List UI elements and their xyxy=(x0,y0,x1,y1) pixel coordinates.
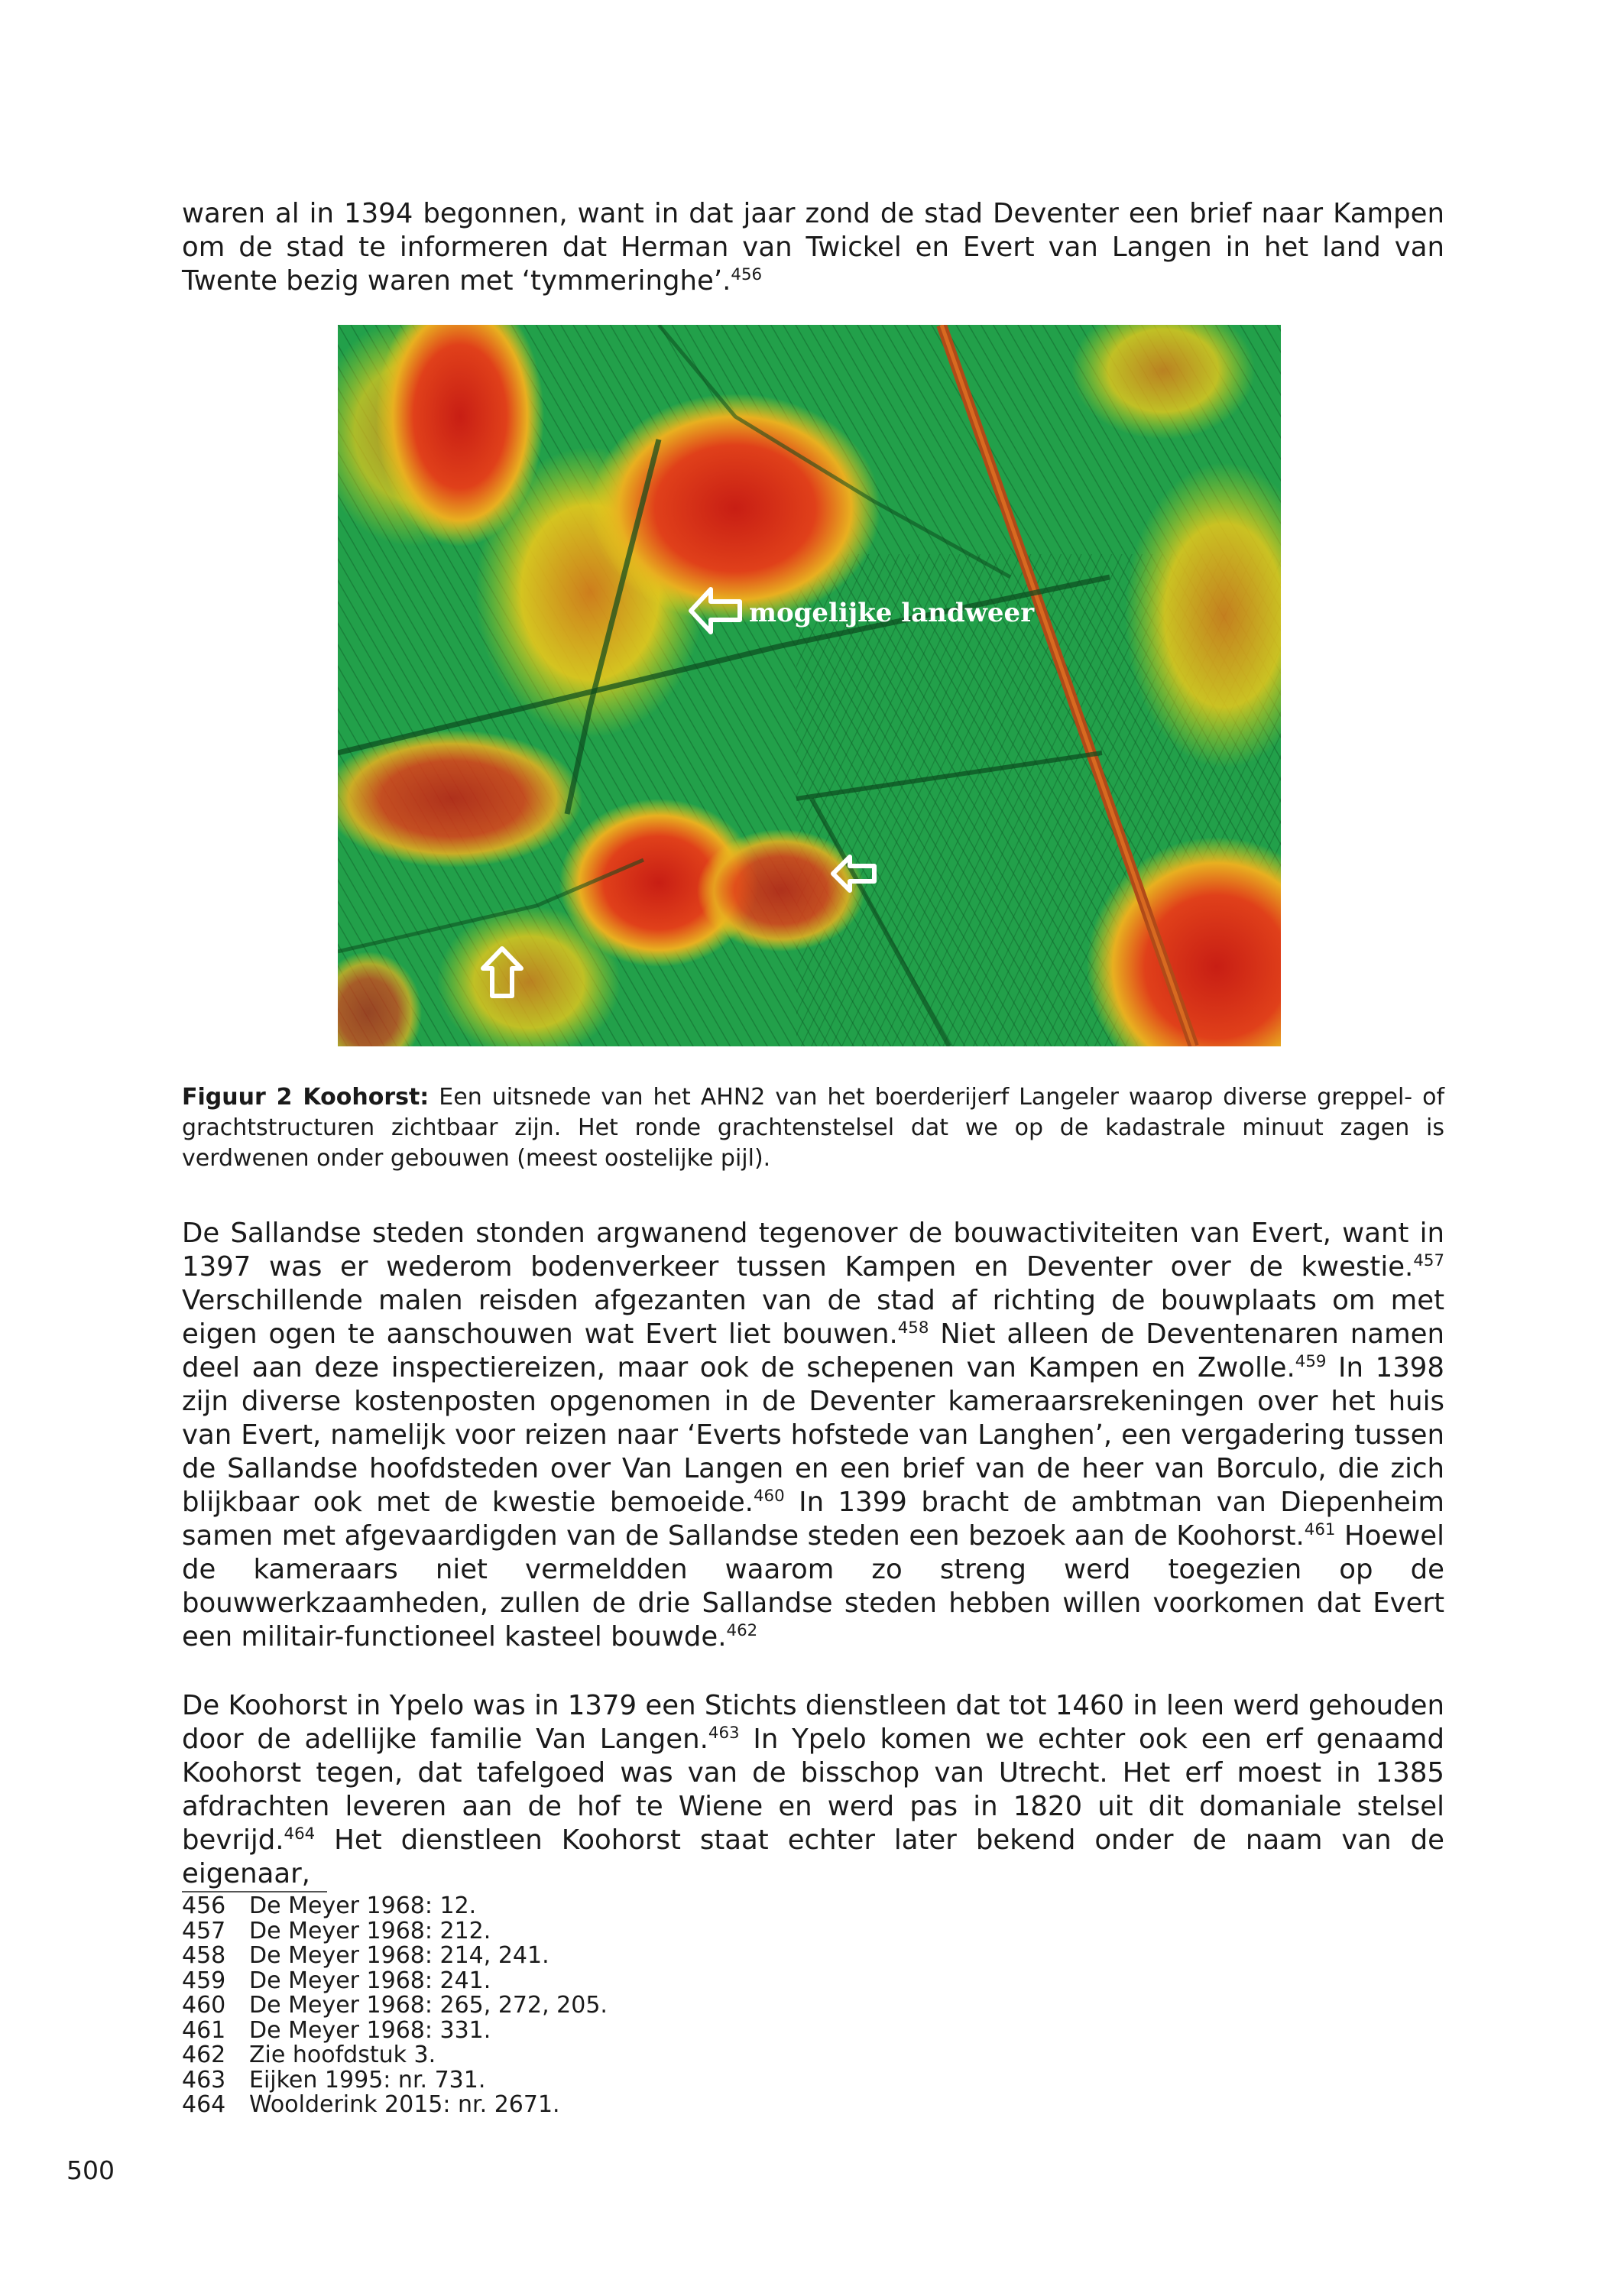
paragraph-text: Het dienstleen Koohorst staat echter later bekend onder de naam van de eigenaar, xyxy=(182,1824,1444,1889)
paragraph-text: De Koohorst in Ypelo was in 1379 een Stichts dienstleen dat tot 1460 in leen werd gehouden door de adellijke familie Van Langen. xyxy=(182,1690,1444,1755)
caption-lead: Figuur 2 Koohorst: xyxy=(182,1084,430,1111)
paragraph-text: waren al in 1394 begonnen, want in dat jaar zond de stad Deventer een brief naar Kampen om de stad te informeren dat Herman van Twickel en Evert van Langen in het land van Twente bezig waren met ‘tymmeringhe’. xyxy=(182,198,1444,297)
footnote-ref[interactable]: 460 xyxy=(753,1487,785,1507)
footnote-ref[interactable]: 457 xyxy=(1413,1251,1444,1271)
footnote-ref[interactable]: 459 xyxy=(1295,1352,1327,1372)
elevation-map-svg xyxy=(338,325,1281,1046)
footnote-ref[interactable]: 464 xyxy=(284,1824,316,1844)
footnote xyxy=(182,2093,608,2118)
footnote-number: 456 xyxy=(182,1892,226,1919)
footnote-number: 464 xyxy=(182,2091,226,2118)
footnote-ref[interactable]: 463 xyxy=(708,1724,740,1743)
footnote xyxy=(182,1969,608,1994)
footnote-text: De Meyer 1968: 12. xyxy=(249,1892,477,1919)
footnote xyxy=(182,1944,608,1969)
footnote-ref[interactable]: 462 xyxy=(726,1621,758,1641)
figure-caption xyxy=(182,1082,1444,1174)
paragraph-text: In 1399 bracht de ambtman van Diepenheim samen met afgevaardigden van de Sallandse steden een bezoek aan de Koohorst. xyxy=(182,1487,1444,1552)
footnote-text: Zie hoofdstuk 3. xyxy=(249,2042,436,2068)
footnote-text: De Meyer 1968: 265, 272, 205. xyxy=(249,1992,608,2019)
footnote-text: Woolderink 2015: nr. 2671. xyxy=(249,2091,560,2118)
page-number: 500 xyxy=(66,2155,115,2185)
paragraph-text: Niet alleen de Deventenaren namen deel aan deze inspectiereizen, maar ook de schepenen van Kampen en Zwolle. xyxy=(182,1318,1444,1383)
footnote-ref[interactable]: 456 xyxy=(731,265,763,285)
footnote xyxy=(182,1919,608,1944)
footnote xyxy=(182,2068,608,2094)
footnote-text: Eijken 1995: nr. 731. xyxy=(249,2066,486,2094)
body-paragraph-1 xyxy=(182,197,1444,298)
paragraph-text: De Sallandse steden stonden argwanend tegenover de bouwactiviteiten van Evert, want in 1397 was er wederom bodenverkeer tussen Kampen en Deventer over de kwestie. xyxy=(182,1218,1444,1283)
footnote-number: 457 xyxy=(182,1917,226,1944)
caption-text: Een uitsnede van het AHN2 van het boerderijerf Langeler waarop diverse greppel- of grachtstructuren zichtbaar zijn. Het ronde grachtenstelsel dat we op de kadastrale minuut zagen is verdwenen onder gebouwen (meest oostelijke pijl). xyxy=(182,1084,1445,1172)
footnote-ref[interactable]: 458 xyxy=(897,1318,929,1338)
footnote xyxy=(182,1894,608,1919)
landweer-ridge xyxy=(590,394,880,623)
footnote-number: 463 xyxy=(182,2066,226,2094)
footnote-number: 462 xyxy=(182,2042,226,2068)
footnote-number: 458 xyxy=(182,1942,226,1969)
footnote-text: De Meyer 1968: 214, 241. xyxy=(249,1942,549,1969)
footnote-text: De Meyer 1968: 331. xyxy=(249,2016,491,2044)
footnotes xyxy=(182,1894,608,2118)
footnote xyxy=(182,2043,608,2068)
paragraph-text: In Ypelo komen we echter ook een erf genaamd Koohorst tegen, dat tafelgoed was van de bisschop van Utrecht. Het erf moest in 1385 afdrachten leveren aan de hof te Wiene en werd pas in 1820 uit dit domaniale stelsel bevrijd. xyxy=(182,1724,1444,1856)
footnote-text: De Meyer 1968: 212. xyxy=(249,1917,491,1944)
ahn2-elevation-map xyxy=(338,325,1281,1046)
footnote-text: De Meyer 1968: 241. xyxy=(249,1967,491,1994)
paragraph-text: Hoewel de kameraars niet vermeldden waarom zo streng werd toegezien op de bouwwerkzaamheden, zullen de drie Sallandse steden hebben willen voorkomen dat Evert een militair-functioneel kasteel bouwde. xyxy=(182,1520,1445,1652)
footnote-number: 459 xyxy=(182,1967,226,1994)
map-label-landweer: mogelijke landweer xyxy=(749,598,1035,628)
body-paragraph-3 xyxy=(182,1689,1444,1891)
footnote-number: 460 xyxy=(182,1992,226,2019)
footnote-ref[interactable]: 461 xyxy=(1304,1520,1336,1540)
footnote-number: 461 xyxy=(182,2016,226,2044)
paragraph-text: In 1398 zijn diverse kostenposten opgenomen in de Deventer kameraarsrekeningen over het huis van Evert, namelijk voor reizen naar ‘Everts hofstede van Langhen’, een vergadering tussen de Sallandse hoofdsteden over Van Langen en een brief van de heer van Borculo, die zich blijkbaar ook met de kwestie bemoeide. xyxy=(182,1352,1444,1518)
paragraph-text: Verschillende malen reisden afgezanten van de stad af richting de bouwplaats om met eigen ogen te aanschouwen wat Evert liet bouwen. xyxy=(182,1285,1444,1350)
footnote xyxy=(182,1993,608,2019)
body-paragraph-2 xyxy=(182,1217,1444,1654)
footnote xyxy=(182,2016,608,2044)
